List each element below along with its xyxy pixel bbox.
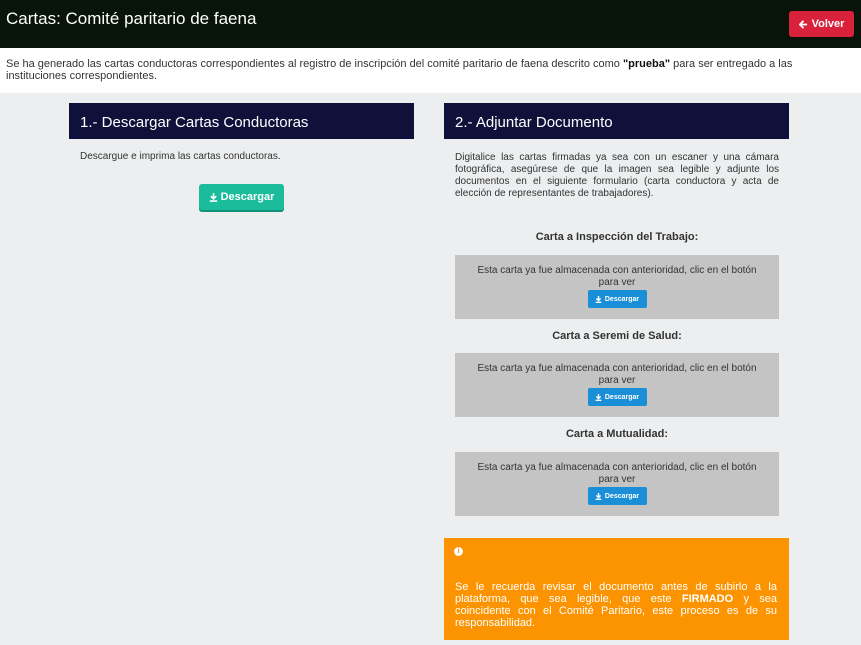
arrow-left-icon bbox=[799, 20, 808, 29]
download-carta-mutualidad-label: Descargar bbox=[604, 492, 640, 500]
carta-inspeccion-message: Esta carta ya fue almacenada con anterioridad, clic en el botón para ver bbox=[477, 265, 757, 288]
download-icon bbox=[209, 193, 218, 202]
intro-text-before: Se ha generado las cartas conductoras correspondientes al registro de inscripción del comité paritario de faena descrito como bbox=[6, 58, 623, 70]
download-carta-seremi-label: Descargar bbox=[604, 393, 640, 401]
volver-button[interactable] bbox=[789, 11, 854, 37]
info-icon: i bbox=[454, 547, 463, 556]
download-cartas-label: Descargar bbox=[220, 191, 275, 203]
download-carta-inspeccion-label: Descargar bbox=[604, 295, 640, 303]
carta-seremi-message: Esta carta ya fue almacenada con anterioridad, clic en el botón para ver bbox=[477, 363, 757, 386]
carta-mutualidad-box bbox=[455, 452, 779, 516]
carta-inspeccion-label: Carta a Inspección del Trabajo: bbox=[535, 231, 699, 243]
step2-title: 2.- Adjuntar Documento bbox=[455, 114, 613, 131]
carta-seremi-box bbox=[455, 353, 779, 417]
carta-inspeccion-box bbox=[455, 255, 779, 319]
reminder-strong: FIRMADO bbox=[681, 593, 734, 605]
download-icon bbox=[595, 394, 602, 401]
top-bar bbox=[0, 0, 861, 48]
step2-text: Digitalice las cartas firmadas ya sea con un escaner y una cámara fotográfica, asegúrese de que la imagen sea legible y adjunte los documentos en el siguiente formulario (carta conductora y acta de elección de representantes de trabajadores). bbox=[455, 152, 779, 199]
reminder-text-before: Se le recuerda revisar el documento antes de subirlo a la plataforma, que sea legible, que este bbox=[455, 581, 777, 605]
reminder-alert bbox=[444, 538, 789, 640]
step1-text: Descargue e imprima las cartas conductoras. bbox=[80, 151, 281, 162]
committee-name: "prueba" bbox=[622, 58, 671, 70]
page-title: Cartas: Comité paritario de faena bbox=[6, 9, 257, 28]
reminder-text bbox=[455, 581, 777, 629]
download-icon bbox=[595, 296, 602, 303]
step1-title: 1.- Descargar Cartas Conductoras bbox=[80, 114, 309, 131]
download-carta-inspeccion-button[interactable] bbox=[588, 290, 647, 308]
download-cartas-button[interactable] bbox=[199, 184, 284, 210]
carta-seremi-label: Carta a Seremi de Salud: bbox=[552, 330, 682, 342]
step1-header bbox=[69, 103, 414, 139]
carta-mutualidad-label: Carta a Mutualidad: bbox=[565, 428, 669, 440]
download-icon bbox=[595, 493, 602, 500]
intro-message bbox=[0, 48, 861, 93]
volver-label: Volver bbox=[811, 18, 845, 30]
reminder-text-after: y sea coincidente con el Comité Paritario, este proceso es de su responsabilidad. bbox=[455, 593, 777, 629]
download-carta-seremi-button[interactable] bbox=[588, 388, 647, 406]
intro-text-after: para ser entregado a las instituciones correspondientes. bbox=[6, 58, 793, 82]
carta-mutualidad-message: Esta carta ya fue almacenada con anterioridad, clic en el botón para ver bbox=[477, 462, 757, 485]
download-carta-mutualidad-button[interactable] bbox=[588, 487, 647, 505]
step2-header bbox=[444, 103, 789, 139]
